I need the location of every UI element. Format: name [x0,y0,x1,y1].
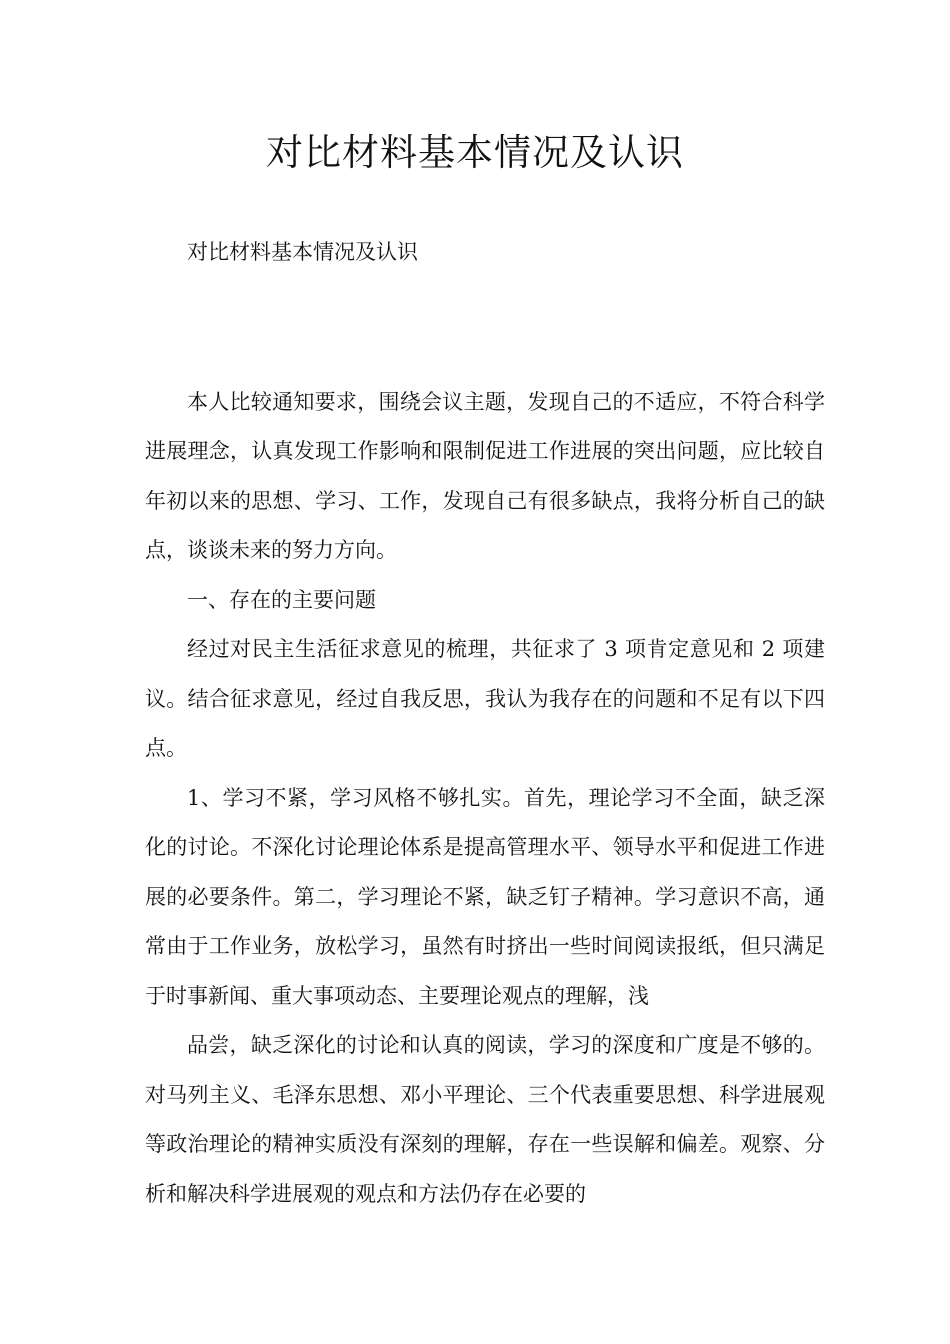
paragraph-intro: 本人比较通知要求，围绕会议主题，发现自己的不适应，不符合科学进展理念，认真发现工作影响和限制促进工作进展的突出问题，应比较自年初以来的思想、学习、工作，发现自己有很多缺点，我将分析自己的缺点，谈谈未来的努力方向。 [145,389,825,562]
spacer [145,328,825,378]
paragraph-point-1: 1、学习不紧，学习风格不够扎实。首先，理论学习不全面，缺乏深化的讨论。不深化讨论理论体系是提高管理水平、领导水平和促进工作进展的必要条件。第二，学习理论不紧，缺乏钉子精神。学习意识不高，通常由于工作业务，放松学习，虽然有时挤出一些时间阅读报纸，但只满足于时事新闻、重大事项动态、主要理论观点的理解，浅 [145,785,825,1008]
paragraph-point-1-continued: 品尝，缺乏深化的讨论和认真的阅读，学习的深度和广度是不够的。对马列主义、毛泽东思想、邓小平理论、三个代表重要思想、科学进展观等政治理论的精神实质没有深刻的理解，存在一些误解和偏差。观察、分析和解决科学进展观的观点和方法仍存在必要的 [145,1033,825,1206]
document-subtitle: 对比材料基本情况及认识 [187,240,418,264]
section-heading-main-problems: 一、存在的主要问题 [187,587,376,612]
document-body [145,228,825,1219]
paragraph-opinions: 经过对民主生活征求意见的梳理，共征求了 3 项肯定意见和 2 项建议。结合征求意见，经过自我反思，我认为我存在的问题和不足有以下四点。 [145,637,825,760]
document-title: 对比材料基本情况及认识 [266,131,684,174]
